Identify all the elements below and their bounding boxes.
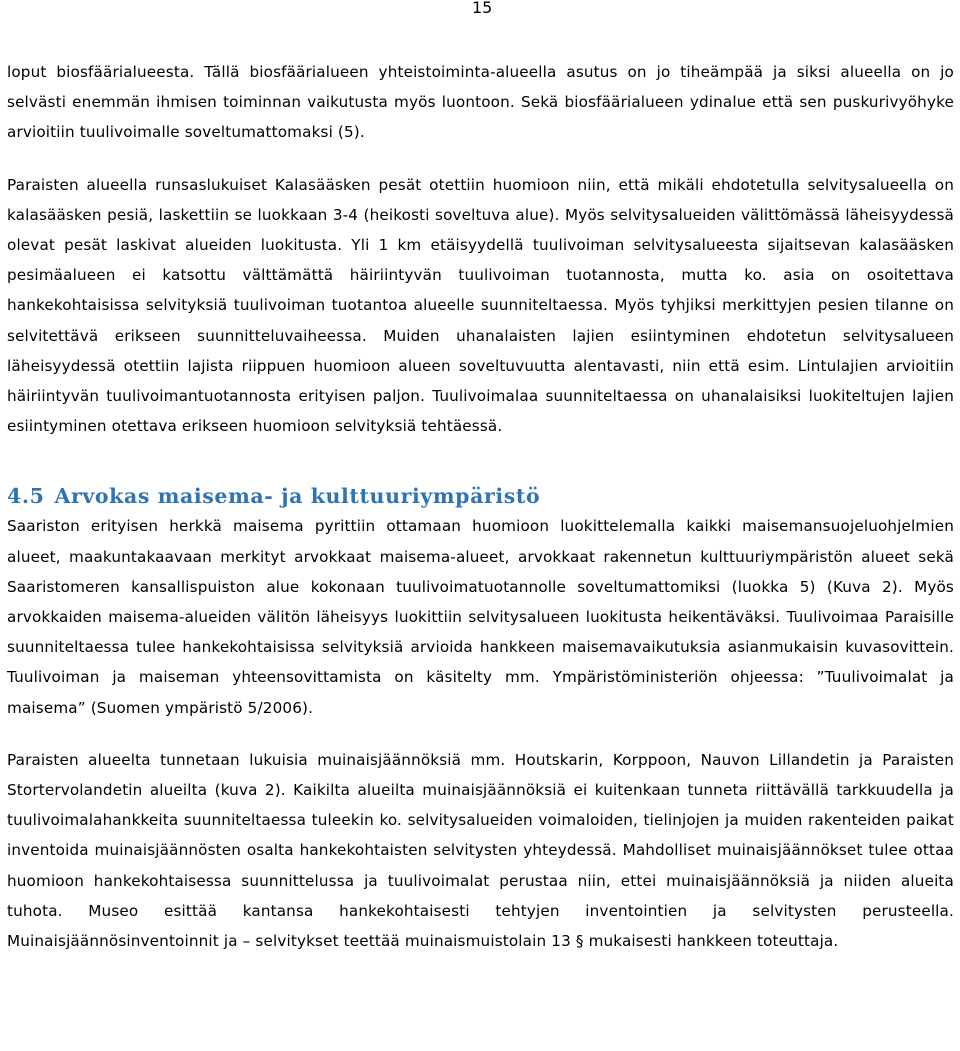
- paragraph-biosphere: loput biosfäärialueesta. Tällä biosfäärialueen yhteistoiminta-alueella asutus on jo tiheämpää ja siksi alueella on jo selvästi enemmän ihmisen toiminnan vaikutusta myös luontoon. Sekä biosfäärialueen ydinalue että sen puskurivyöhyke arvioitiin tuulivoimalle soveltumattomaksi (5).: [7, 63, 954, 142]
- section-number: 4.5: [7, 484, 45, 509]
- page-number: 15: [472, 0, 493, 17]
- section-heading: [7, 481, 954, 511]
- paragraph-osprey-nests: Paraisten alueella runsaslukuiset Kalasääsken pesät otettiin huomioon niin, että mikäli ehdotetulla selvitysalueella on kalasääsken pesiä, laskettiin se luokkaan 3-4 (heikosti soveltuva alue). Myös selvitysalueiden välittömässä läheisyydessä olevat pesät laskivat alueiden luokitusta. Yli 1 km etäisyydellä tuulivoiman selvitysalueesta sijaitsevan kalasääsken pesimäalueen ei katsottu välttämättä häiriintyvän tuulivoiman tuotannosta, mutta ko. asia on osoitettava hankekohtaisissa selvityksiä tuulivoiman tuotantoa alueelle suunniteltaessa. Myös tyhjiksi merkittyjen pesien tilanne on selvitettävä erikseen suunnitteluvaiheessa. Muiden uhanalaisten lajien esiintyminen ehdotetun selvitysalueen läheisyydessä otettiin lajista riippuen huomioon alueen soveltuvuutta alentavasti, niin että esim. Lintulajien arvioitiin häiriintyvän tuulivoimantuotannosta erityisen paljon. Tuulivoimalaa suunniteltaessa on uhanalaisiksi luokiteltujen lajien esiintyminen otettava erikseen huomioon selvityksiä tehtäessä.: [7, 175, 954, 436]
- paragraph-ancient-remains: Paraisten alueelta tunnetaan lukuisia muinaisjäännöksiä mm. Houtskarin, Korppoon, Nauvon Lillandetin ja Paraisten Stortervolandetin alueilta (kuva 2). Kaikilta alueilta muinaisjäännöksiä ei kuitenkaan tunneta riittävällä tarkkuudella ja tuulivoimalahankkeita suunniteltaessa tuleekin ko. selvitysalueiden voimaloiden, tielinjojen ja muiden rakenteiden paikat inventoida muinaisjäännösten osalta hankekohtaisten selvitysten yhteydessä. Mahdolliset muinaisjäännökset tulee ottaa huomioon hankekohtaisessa suunnittelussa ja tuulivoimalat perustaa niin, ettei muinaisjäännöksiä ja niiden alueita tuhota. Museo esittää kantansa hankekohtaisesti tehtyjen inventointien ja selvitysten perusteella. Muinaisjäännösinventoinnit ja – selvitykset teettää muinaismuistolain 13 § mukaisesti hankkeen toteuttaja.: [7, 750, 954, 951]
- paragraph-landscape: Saariston erityisen herkkä maisema pyrittiin ottamaan huomioon luokittelemalla kaikki maisemansuojeluohjelmien alueet, maakuntakaavaan merkityt arvokkaat maisema-alueet, arvokkaat rakennetun kulttuuriympäristön alueet sekä Saaristomeren kansallispuiston alue kokonaan tuulivoimatuotannolle soveltumattomiksi (luokka 5) (Kuva 2). Myös arvokkaiden maisema-alueiden välitön läheisyys luokittiin selvitysalueen luokitusta heikentäväksi. Tuulivoimaa Paraisille suunniteltaessa tulee hankekohtaisissa selvityksiä arvioida hankkeen maisemavaikutuksia asianmukaisin kuvasovittein. Tuulivoiman ja maiseman yhteensovittamista on käsitelty mm. Ympäristöministeriön ohjeessa: ”Tuulivoimalat ja maisema” (Suomen ympäristö 5/2006).: [7, 517, 954, 717]
- document-body: [7, 57, 954, 956]
- section-title: Arvokas maisema- ja kulttuuriympäristö: [54, 484, 541, 509]
